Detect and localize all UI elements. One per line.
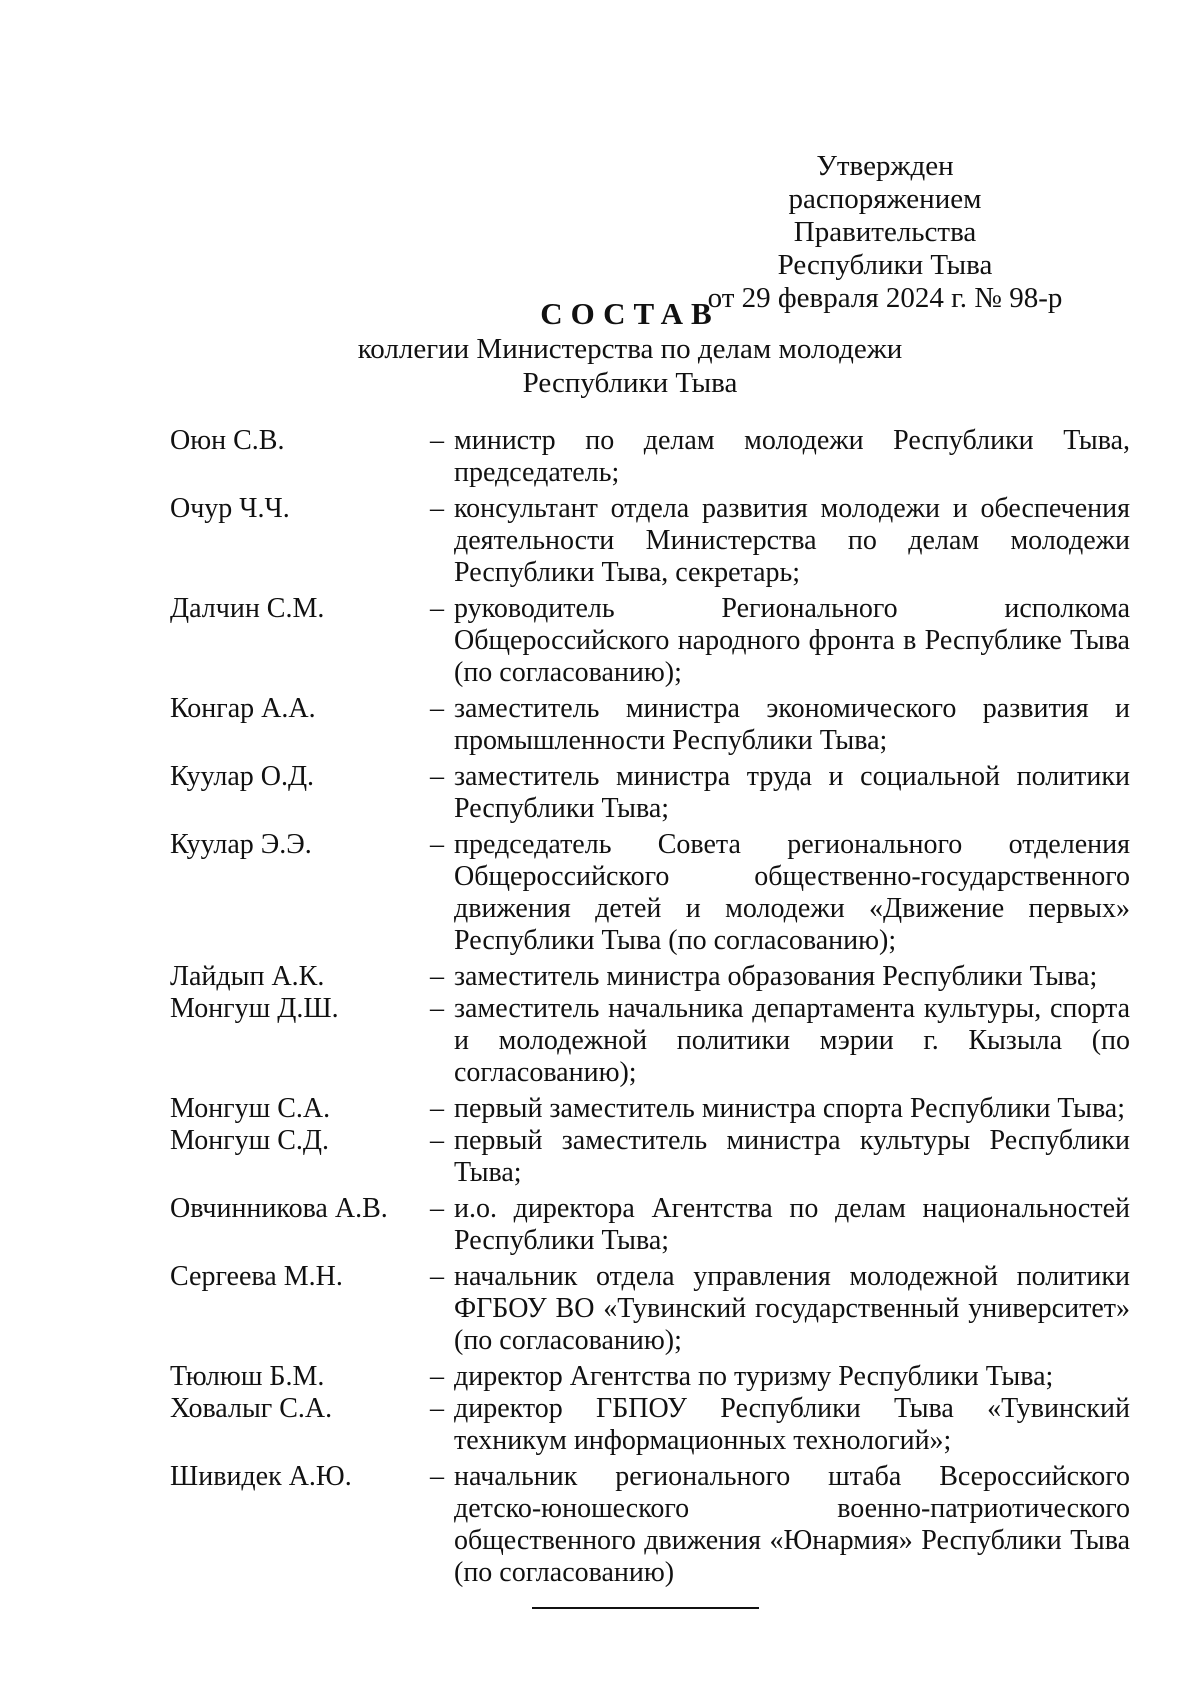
member-name: Овчинникова А.В.: [170, 1193, 388, 1224]
member-row: [170, 761, 1150, 825]
member-position: консультант отдела развития молодежи и обеспечения деятельности Министерства по делам молодежи Республики Тыва, секретарь;: [454, 493, 1130, 588]
document-heading: [0, 296, 1200, 400]
member-name: Конгар А.А.: [170, 693, 316, 724]
member-name: Монгуш Д.Ш.: [170, 993, 339, 1024]
member-dash: –: [430, 761, 444, 792]
member-name: Куулар О.Д.: [170, 761, 315, 792]
approval-line-order: распоряжением Правительства: [788, 183, 982, 248]
member-row: [170, 593, 1150, 689]
document-subtitle-line2: Республики Тыва: [522, 367, 738, 399]
member-row: [170, 961, 1150, 993]
member-name: Монгуш С.Д.: [170, 1125, 330, 1156]
approval-line-date: от 29 февраля 2024 г. № 98-р: [707, 282, 1063, 314]
member-dash: –: [430, 425, 444, 456]
document-subtitle-line1: коллегии Министерства по делам молодежи: [357, 333, 903, 365]
member-position: заместитель министра экономического развития и промышленности Республики Тыва;: [454, 693, 1130, 756]
member-position: первый заместитель министра культуры Республики Тыва;: [454, 1125, 1130, 1188]
member-position: директор ГБПОУ Республики Тыва «Тувинский техникум информационных технологий»;: [454, 1393, 1130, 1456]
member-position: начальник регионального штаба Всероссийского детско-юношеского военно-патриотического общественного движения «Юнармия» Республики Тыва (по согласованию): [454, 1461, 1130, 1588]
member-row: [170, 1125, 1150, 1189]
member-dash: –: [430, 1093, 444, 1124]
member-name: Ховалыг С.А.: [170, 1393, 333, 1424]
member-position: руководитель Регионального исполкома Общероссийского народного фронта в Республике Тыва (по согласованию);: [454, 593, 1130, 688]
member-position: заместитель начальника департамента культуры, спорта и молодежной политики мэрии г. Кызыла (по согласованию);: [454, 993, 1130, 1088]
member-name: Монгуш С.А.: [170, 1093, 331, 1124]
member-name: Куулар Э.Э.: [170, 829, 312, 860]
member-row: [170, 1193, 1150, 1257]
member-name: Далчин С.М.: [170, 593, 325, 624]
member-name: Оюн С.В.: [170, 425, 285, 456]
member-row: [170, 829, 1150, 957]
end-of-document-rule: [532, 1607, 759, 1609]
member-position: заместитель министра труда и социальной политики Республики Тыва;: [454, 761, 1130, 824]
members-list: [170, 425, 1150, 1593]
member-position: директор Агентства по туризму Республики Тыва;: [454, 1361, 1054, 1392]
member-dash: –: [430, 1125, 444, 1156]
member-dash: –: [430, 829, 444, 860]
member-dash: –: [430, 1261, 444, 1292]
member-name: Шивидек А.Ю.: [170, 1461, 352, 1492]
member-position: начальник отдела управления молодежной политики ФГБОУ ВО «Тувинский государственный университет» (по согласованию);: [454, 1261, 1130, 1356]
member-row: [170, 1093, 1150, 1125]
member-name: Очур Ч.Ч.: [170, 493, 290, 524]
member-position: министр по делам молодежи Республики Тыва, председатель;: [454, 425, 1130, 488]
member-position: и.о. директора Агентства по делам национальностей Республики Тыва;: [454, 1193, 1130, 1256]
approval-stamp: [700, 150, 1100, 315]
member-position: председатель Совета регионального отделения Общероссийского общественно-государственного движения детей и молодежи «Движение первых» Республики Тыва (по согласованию);: [454, 829, 1130, 956]
member-name: Тюлюш Б.М.: [170, 1361, 325, 1392]
member-dash: –: [430, 493, 444, 524]
member-row: [170, 1461, 1150, 1589]
member-row: [170, 1261, 1150, 1357]
approval-line-approved: Утвержден: [816, 150, 954, 182]
member-row: [170, 1361, 1150, 1393]
member-dash: –: [430, 1461, 444, 1492]
member-row: [170, 993, 1150, 1089]
member-row: [170, 425, 1150, 489]
approval-line-republic: Республики Тыва: [777, 249, 993, 281]
member-dash: –: [430, 961, 444, 992]
member-dash: –: [430, 1193, 444, 1224]
member-row: [170, 1393, 1150, 1457]
member-position: заместитель министра образования Республики Тыва;: [454, 961, 1098, 992]
member-dash: –: [430, 1361, 444, 1392]
member-dash: –: [430, 1393, 444, 1424]
member-position: первый заместитель министра спорта Республики Тыва;: [454, 1093, 1126, 1124]
document-title: СОСТАВ: [540, 296, 720, 331]
member-name: Сергеева М.Н.: [170, 1261, 343, 1292]
member-dash: –: [430, 593, 444, 624]
member-row: [170, 693, 1150, 757]
member-row: [170, 493, 1150, 589]
member-dash: –: [430, 693, 444, 724]
member-name: Лайдып А.К.: [170, 961, 325, 992]
member-dash: –: [430, 993, 444, 1024]
